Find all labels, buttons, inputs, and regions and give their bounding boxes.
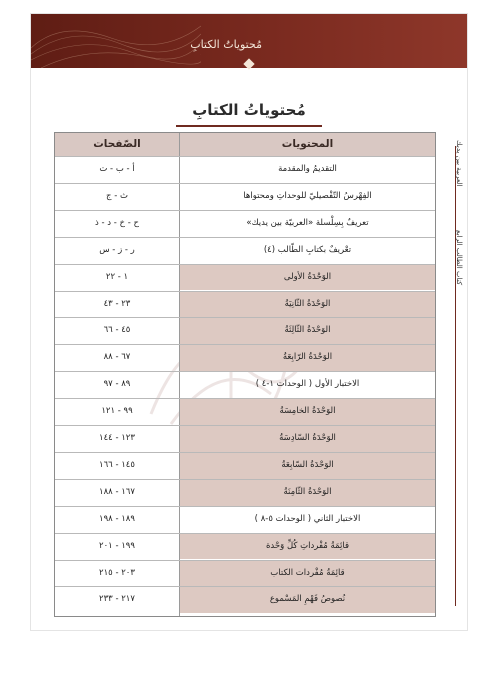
table-row-pages: ٩٩ - ١٢١ bbox=[101, 406, 133, 417]
page-title: مُحتوياتُ الكتابِ bbox=[192, 101, 306, 119]
table-row-content: الوَحْدَةُ السّابِعَةُ bbox=[180, 453, 435, 479]
table-row-content: قائِمَةُ مُفْردات الكتاب bbox=[180, 561, 435, 587]
table-row-content: الوَحْدَةُ الثّامِنَةُ bbox=[180, 480, 435, 506]
table-row-pages: أ - ب - ت bbox=[99, 164, 135, 174]
table-row-content: التقديمُ والمقدمة bbox=[278, 164, 337, 174]
table-row-content: الوَحْدَةُ الثّالِثَةُ bbox=[180, 318, 435, 344]
column-header-contents: المحتويات bbox=[180, 133, 435, 156]
table-row-pages: ٤٥ - ٦٦ bbox=[103, 325, 131, 336]
contents-table bbox=[54, 132, 436, 617]
table-row-content: الاختبار الأول ( الوحدات ١-٤ ) bbox=[255, 379, 360, 390]
side-book-title: كتاب الطالب الرابع bbox=[455, 230, 463, 286]
table-row-pages: ر - ز - س bbox=[99, 244, 135, 255]
table-row-pages: ١٨٩ - ١٩٨ bbox=[99, 513, 135, 524]
table-row-pages: ح - خ - د - ذ bbox=[95, 217, 139, 228]
table-row-content: نُصوصُ فَهْمِ المَسْموع bbox=[180, 587, 435, 613]
table-row-pages: ٢١٧ - ٢٣٣ bbox=[99, 594, 135, 605]
table-row-pages: ث - ج bbox=[106, 190, 128, 201]
table-row-content: الفِهْرسُ التّفْصيليّ للوحداتِ ومحتواها bbox=[243, 190, 372, 201]
table-row-pages: ٦٧ - ٨٨ bbox=[103, 352, 131, 363]
table-row-pages: ١٦٧ - ١٨٨ bbox=[99, 486, 135, 497]
table-row-content: الوَحْدَةُ الخامِسَةُ bbox=[180, 399, 435, 425]
table-row-content: الوَحْدَةُ الرّابِعَةُ bbox=[180, 345, 435, 371]
table-row-pages: ١٢٣ - ١٤٤ bbox=[99, 433, 135, 443]
table-row-content: الوَحْدَةُ الثّانِيَةُ bbox=[180, 292, 435, 318]
table-row-content: تعريفٌ بِسِلْسلة «العربيّة بين يديك» bbox=[246, 217, 369, 228]
title-underline bbox=[176, 125, 322, 127]
column-header-pages: الصّفحات bbox=[55, 133, 179, 156]
book-page bbox=[31, 14, 467, 630]
table-row-content: الاختبار الثاني ( الوحدات ٥-٨ ) bbox=[254, 513, 361, 524]
banner-ornament-icon bbox=[243, 58, 254, 69]
table-row-content: قائِمَةُ مُفْرداتِ كُلِّ وَحْدة bbox=[180, 534, 435, 560]
table-row-pages: ٢٣ - ٤٣ bbox=[103, 298, 131, 309]
side-series-title: العربية بين يديك bbox=[455, 140, 463, 187]
side-strip bbox=[449, 140, 463, 606]
table-row-pages: ٨٩ - ٩٧ bbox=[103, 379, 131, 390]
header-banner bbox=[31, 14, 467, 68]
banner-title: مُحتوياتُ الكتابِ bbox=[190, 38, 262, 51]
table-row-pages: ٢٠٣ - ٢١٥ bbox=[99, 567, 135, 578]
table-row-pages: ١ - ٢٢ bbox=[105, 271, 129, 282]
table-row-content: الوَحْدَةُ الأولى bbox=[180, 265, 435, 291]
table-row-content: تعْريفٌ بكتابِ الطّالب (٤) bbox=[263, 244, 352, 255]
table-row-pages: ١٤٥ - ١٦٦ bbox=[99, 459, 135, 470]
table-row-pages: ١٩٩ - ٢٠١ bbox=[99, 540, 135, 551]
banner-pattern-icon bbox=[31, 14, 201, 68]
table-row-content: الوَحْدَةُ السّادِسَةُ bbox=[180, 426, 435, 452]
